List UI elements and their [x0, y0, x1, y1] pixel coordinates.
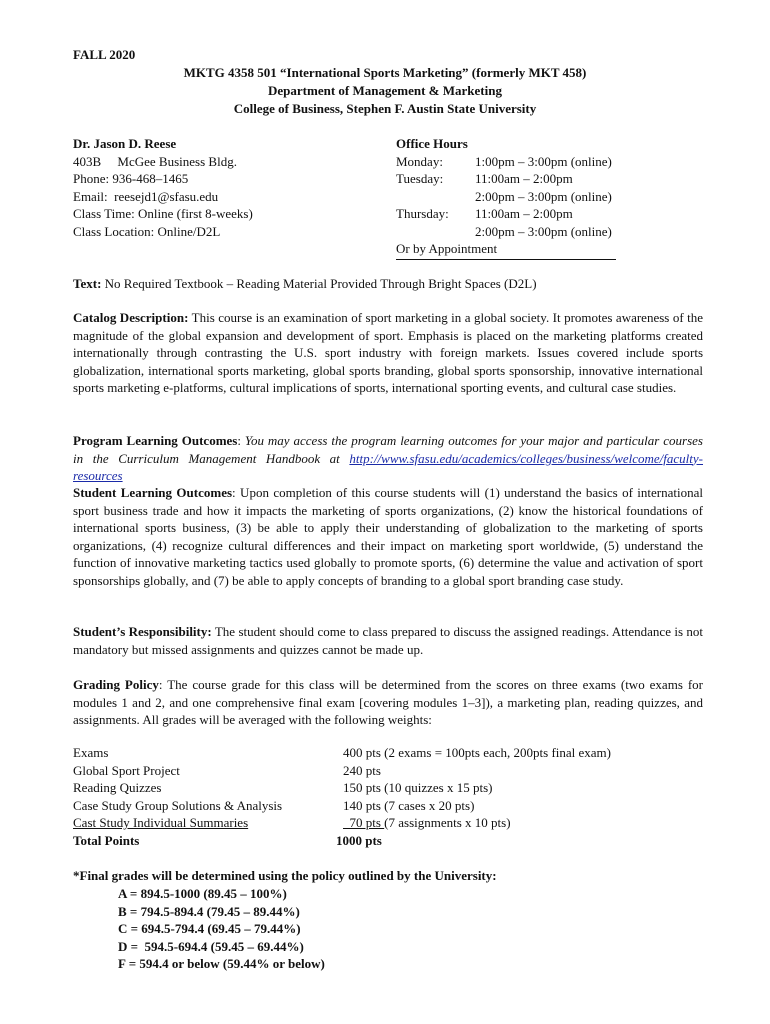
course-title: MKTG 4358 501 “International Sports Marketing” (formerly MKT 458) — [183, 65, 587, 80]
office-hours-row — [396, 188, 612, 206]
grade-row — [73, 814, 611, 832]
student-responsibility — [73, 623, 703, 658]
responsibility-body: The student should come to class prepared to discuss the assigned readings. Attendance is not mandatory but missed assignments and quizzes cannot be made up. — [73, 624, 704, 657]
text-section — [73, 275, 703, 293]
grade-category — [73, 814, 343, 832]
grade-points: 400 pts (2 exams = 100pts each, 200pts final exam) — [343, 745, 611, 760]
student-outcomes-body: : Upon completion of this course students will (1) understand the basics of international sport business trade and how it impacts the marketing of sports organizations, (2) know the historical foundations of international sports business, (3) be able to apply their understanding of globalization to the marketing of sports organizations, (4) recognize cultural differences and their impact on marketing sport worldwide, (5) understand the function of innovative marketing tactics used globally to promote sports, (6) determine the value and activation of sport sponsorships globally, and (7) be able to apply concepts of branding to a global sport branding case study. — [73, 485, 704, 588]
office-hours-row — [396, 205, 612, 223]
grade-points-value: 70 pts — [343, 815, 385, 830]
student-outcomes — [73, 484, 703, 589]
phone-number: Phone: 936-468–1465 — [73, 171, 189, 186]
grade-f: F = 594.4 or below (59.44% or below) — [118, 956, 325, 971]
grade-points: 240 pts — [343, 762, 381, 778]
semester-label: FALL 2020 — [73, 47, 136, 62]
office-hours-time: 11:00am – 2:00pm — [475, 206, 573, 221]
final-grades-note: *Final grades will be determined using the policy outlined by the University: — [73, 868, 497, 883]
grade-row — [73, 779, 611, 797]
appointment-note: Or by Appointment — [396, 241, 498, 256]
instructor-name: Dr. Jason D. Reese — [73, 136, 177, 151]
grade-a: A = 894.5-1000 (89.45 – 100%) — [118, 886, 287, 901]
grade-category: Global Sport Project — [73, 762, 180, 778]
grade-points-detail: (7 assignments x 10 pts) — [384, 815, 511, 830]
office-hours-row — [396, 223, 612, 241]
program-outcomes-colon: : — [237, 433, 245, 448]
student-outcomes-label: Student Learning Outcomes — [73, 485, 233, 500]
total-row — [73, 832, 611, 850]
office-hours-time: 1:00pm – 3:00pm (online) — [475, 153, 612, 169]
section-divider — [396, 259, 616, 260]
email-address: Email: reesejd1@sfasu.edu — [73, 188, 219, 204]
college-name: College of Business, Stephen F. Austin State University — [233, 101, 537, 116]
grade-weights-table — [73, 744, 611, 849]
grade-b: B = 794.5-894.4 (79.45 – 89.44%) — [118, 903, 300, 919]
grade-category: Case Study Group Solutions & Analysis — [73, 797, 283, 813]
office-hours-day — [396, 223, 475, 241]
office-hours-time: 11:00am – 2:00pm — [475, 171, 573, 186]
program-outcomes-label: Program Learning Outcomes — [73, 433, 238, 448]
catalog-body: This course is an examination of sport marketing in a global society. It promotes awareness of the magnitude of the global expansion and development of sport. Emphasis is placed on the marketing platforms created internationally through contrasting the U.S. sport industry with foreign markets. Issues covered include sports globalization, international sports marketing, global sports branding, global sports sponsorship, innovative international sports marketing e-platforms, cultural implications of sports, international sporting events, and cultural case studies. — [73, 310, 703, 395]
total-label: Total Points — [73, 832, 140, 848]
grading-scale — [118, 885, 325, 973]
catalog-label: Catalog Description: — [73, 310, 189, 325]
class-location: Class Location: Online/D2L — [73, 223, 221, 239]
text-body: No Required Textbook – Reading Material Provided Through Bright Spaces (D2L) — [101, 276, 537, 291]
grading-policy — [73, 676, 703, 729]
office-hours — [396, 135, 612, 258]
grading-body: : The course grade for this class will be determined from the scores on three exams (two exams for modules 1 and 2, and one comprehensive final exam [covering modules 1–3]), a marketing plan, reading quizzes, and assignments. All grades will be averaged with the following weights: — [73, 677, 704, 727]
text-label: Text: — [73, 276, 102, 291]
grade-c: C = 694.5-794.4 (69.45 – 79.44%) — [118, 921, 301, 936]
office-hours-day: Tuesday: — [396, 171, 444, 186]
grade-category: Exams — [73, 745, 109, 760]
office-hours-time: 2:00pm – 3:00pm (online) — [475, 188, 612, 204]
office-location: 403B McGee Business Bldg. — [73, 153, 237, 169]
total-points: 1000 pts — [336, 832, 382, 848]
grade-category: Reading Quizzes — [73, 780, 162, 795]
office-hours-title: Office Hours — [396, 136, 468, 151]
grade-category-text: Cast Study Individual Summaries — [73, 815, 249, 830]
office-hours-row — [396, 153, 612, 171]
office-hours-row — [396, 170, 612, 188]
instructor-contact — [73, 135, 253, 240]
grading-label: Grading Policy — [73, 677, 159, 692]
office-hours-day — [396, 188, 475, 206]
program-outcomes — [73, 432, 703, 485]
catalog-description — [73, 309, 703, 397]
grade-points: 150 pts (10 quizzes x 15 pts) — [343, 780, 493, 795]
grade-d: D = 594.5-694.4 (59.45 – 69.44%) — [118, 938, 304, 954]
department-name: Department of Management & Marketing — [268, 83, 502, 98]
class-time: Class Time: Online (first 8-weeks) — [73, 206, 253, 221]
office-hours-day: Monday: — [396, 153, 443, 169]
office-hours-day: Thursday: — [396, 206, 449, 221]
grade-points: 140 pts (7 cases x 20 pts) — [343, 797, 475, 813]
grade-row — [73, 762, 611, 780]
program-outcomes-body: You may access the program learning outcomes for your major and particular courses in the Curriculum Management Handbook at — [73, 433, 703, 466]
responsibility-label: Student’s Responsibility: — [73, 624, 212, 639]
office-hours-time: 2:00pm – 3:00pm (online) — [475, 223, 612, 239]
faculty-resources-link[interactable]: http://www.sfasu.edu/academics/colleges/business/welcome/faculty-resources — [73, 450, 703, 483]
grade-points — [343, 814, 511, 832]
grade-row — [73, 797, 611, 815]
grade-row — [73, 744, 611, 762]
